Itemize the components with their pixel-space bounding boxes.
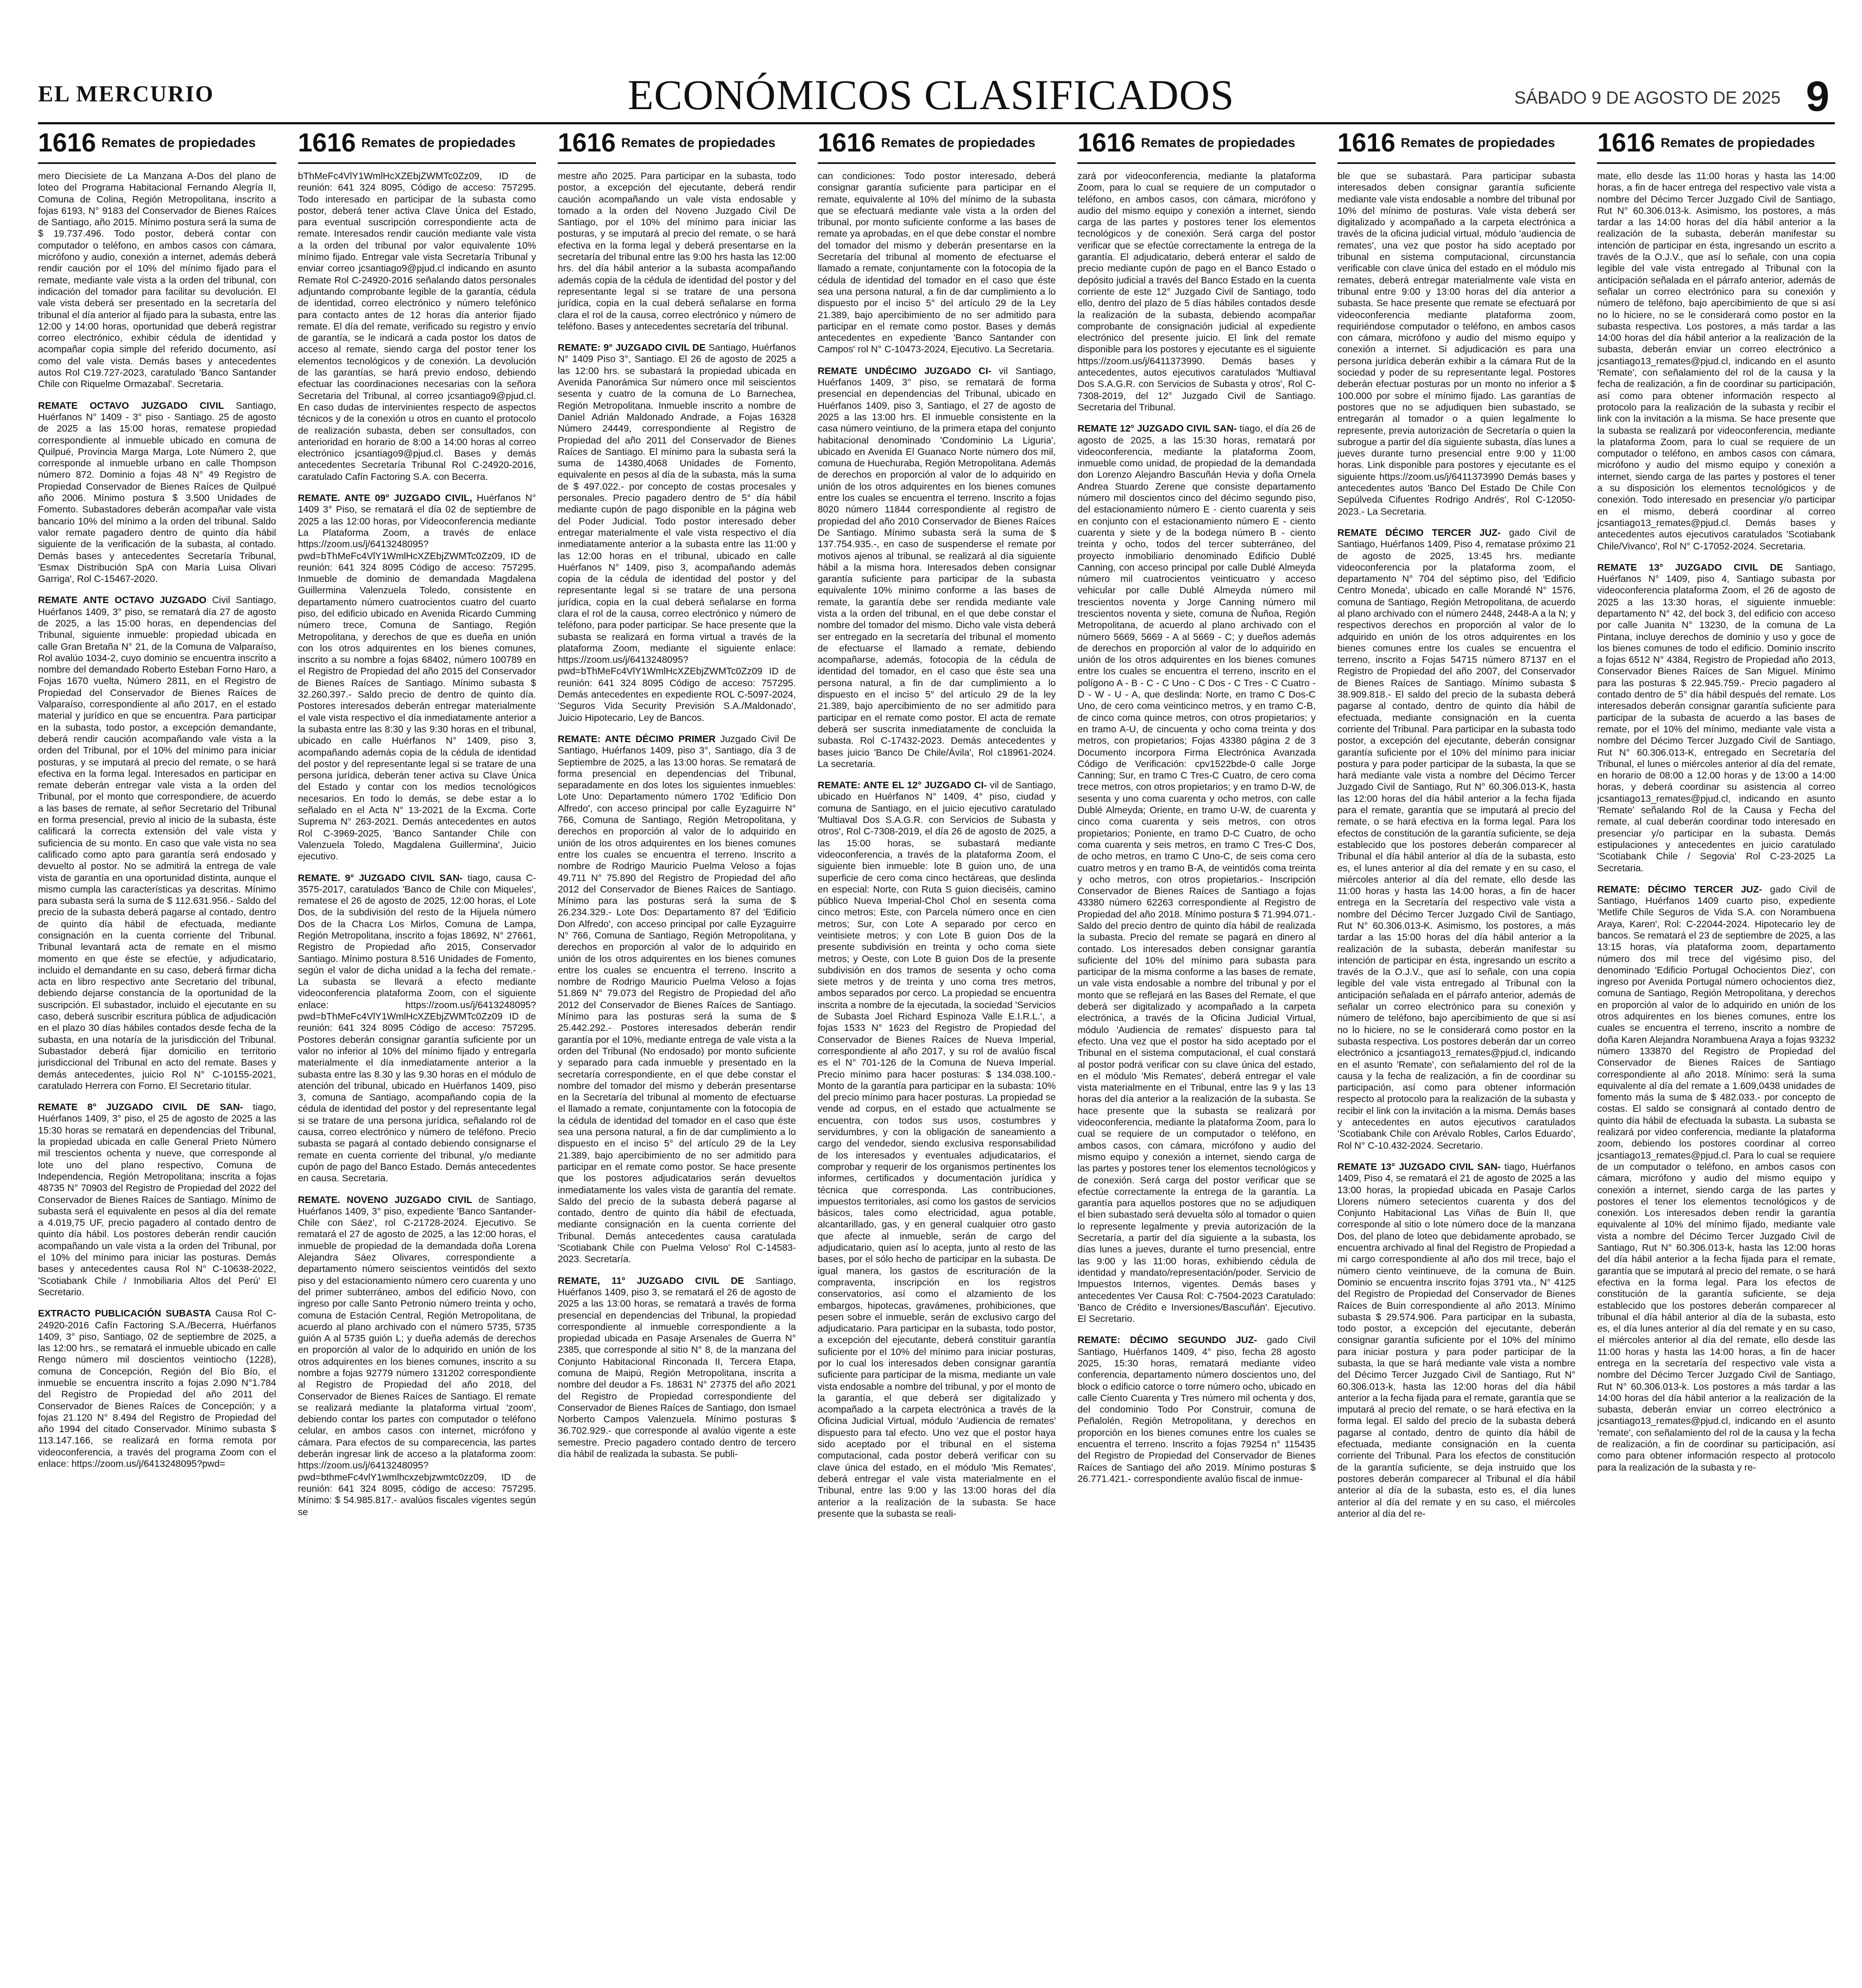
notice-text: can condiciones: Todo postor interesado, deberá consignar garantía suficiente para participar en el remate, equivalente al 10% del mínimo de la subasta que se efectuará mediante vale vista a la orden del tribunal, por monto suficiente conforme a las bases de remate ya aprobadas, en el que debe constar el nombre del tomador del mismo y deberán presentarse en la Secretaría del tribunal al momento de efectuarse el llamado a remate, conjuntamente con la fotocopia de la cédula de identidad del tomador en el caso que éste sea una persona natural, a fin de dar cumplimiento a lo dispuesto por el inciso 5° del artículo 29 de la Ley 21.389, bajo apercibimiento de no ser admitido para participar en el remate como postor. Bases y demás antecedentes en expediente 'Banco Santander con Campos' rol N° C-10473-2024, Ejecutivo. La Secretaria. (817, 170, 1056, 355)
notice-text: Juzgado Civil De Santiago, Huérfanos 1409, piso 3°, Santiago, día 3 de Septiembre de 2025, a las 13:00 horas. Se rematará de forma presencial en dependencias del Tribunal, separadamente en dos lotes los siguientes inmuebles: Lote Uno: Departamento número 1702 'Edificio Don Alfredo', con acceso principal por calle Eyzaguirre N° 766, Comuna de Santiago, Región Metropolitana, y derechos en proporción al valor de lo adquirido en unión de los otros adquirentes en los bienes comunes entre los cuales se encuentra el terreno. Inscrito a nombre de Rodrigo Mauricio Puelma Veloso a fojas 49.711 N° 75.890 del Registro de Propiedad del año 2012 del Conservador de Bienes Raíces de Santiago. Mínimo para las posturas será la suma de $ 26.234.329.- Lote Dos: Departamento 87 del 'Edificio Don Alfredo', con acceso principal por calle Eyzaguirre N° 766, Comuna de Santiago, Región Metropolitana, y derechos en proporción al valor de lo adquirido en unión de los otros adquirentes en los bienes comunes entre los cuales se encuentra el terreno. Inscrito a nombre de Rodrigo Mauricio Puelma Veloso a fojas 51.869 N° 79.073 del Registro de Propiedad del año 2012 del Conservador de Bienes Raíces de Santiago. Mínimo para las posturas será la suma de $ 25.442.292.- Postores interesados deberán rendir garantía por el 10%, mediante entrega de vale vista a la orden del Tribunal (No endosado) por monto suficiente y separado para cada inmueble y presentado en la secretaría correspondiente, en el que debe constar el nombre del tomador del mismo y deberán presentarse en la Secretaría del tribunal al momento de efectuarse el llamado a remate, conjuntamente con la fotocopia de la cédula de identidad del tomador en el caso que éste sea una persona natural, a fin de dar cumplimiento a lo dispuesto en el inciso 5° del artículo 29 de la Ley 21.389, bajo apercibimiento de no ser admitido para participar en el remate como postor. Se hace presente que los postores adjudicatarios serán devueltos inmediatamente los vales vista de garantía del remate. Saldo del precio de la subasta deberá pagarse al contado, dentro de quinto día hábil de efectuada, mediante consignación en la cuenta corriente del Tribunal. Demás antecedentes causa caratulada 'Scotiabank Chile con Puelma Veloso' Rol C-14583-2023. Secretaría. (558, 733, 796, 1265)
notice-text: zará por videoconferencia, mediante la plataforma Zoom, para lo cual se requiere de un computador o teléfono, en ambos casos, con cámara, micrófono y audio del mismo equipo y conexión a internet, siendo carga de las partes y postores tener los elementos tecnológicos y de conexión. Será carga del postor verificar que se efectúe correctamente la entrega de la garantía. El adjudicatario, deberá enterar el saldo de precio mediante cupón de pago en el Banco Estado o depósito judicial a través del Banco Estado en la cuenta corriente de este 12° Juzgado Civil de Santiago, todo ello, dentro del plazo de 5 días hábiles contados desde la realización de la subasta, debiendo acompañar comprobante de consignación judicial al expediente electrónico del presente juicio. El link del remate disponible para los postores y ejecutante es el siguiente https://zoom.us/j/6411373990. Demás bases y antecedentes, autos ejecutivos caratulados 'Multiaval Dos S.A.G.R. con Servicios de Subasta y otros', Rol C-7308-2019, del 12° Juzgado Civil de Santiago. Secretaria del Tribunal. (1077, 170, 1316, 413)
newspaper-logo: EL MERCURIO (38, 82, 214, 107)
column-7 (1597, 128, 1835, 1974)
column-body (1597, 170, 1835, 1473)
notice-text: Santiago, Huérfanos N° 1409 Piso 3°, Santiago. El 26 de agosto de 2025 a las 12:00 hrs. se subastará la propiedad ubicada en Avenida Panorámica Sur número once mil seiscientos sesenta y cuatro de la comuna de Lo Barnechea, Región Metropolitana. Inmueble inscrito a nombre de Daniel Adrián Maldonado Andrade, a Fojas 16328 Número 24449, correspondiente al Registro de Propiedad del año 2011 del Conservador de Bienes Raíces de Santiago. El mínimo para la subasta será la suma de 14380,4068 Unidades de Fomento, equivalente en pesos al día de la subasta, más la suma de $ 497.022.- por concepto de costas procesales y personales. Precio pagadero dentro de 5° día hábil mediante cupón de pago disponible en la página web del Poder Judicial. Todo postor interesado deber entregar materialmente el vale vista respectivo el día inmediatamente anterior a la subasta entre las 11:00 y las 12:00 horas en el tribunal, ubicado en calle Huérfanos N° 1409, piso 3, acompañando además copia de la cédula de identidad del postor y del representante legal si se tratare de una persona jurídica, copia en la cual deberá señalarse en forma clara el rol de la causa, correo electrónico y número de teléfono, para poder participar. Se hace presente que la subasta se realizará en forma virtual a través de la plataforma Zoom, mediante el siguiente enlace: https://zoom.us/j/6413248095?pwd=bThMeFc4VlY1WmlHcXZEbjZWMTc0Zz09 ID de reunión: 641 324 8095 Código de acceso: 757295. Demás antecedentes en expediente ROL C-5097-2024, 'Seguros Vida Security Previsión S.A./Maldonado', Juicio Hipotecario, Ley de Bancos. (558, 342, 796, 723)
notice-heading: REMATE 13° JUZGADO CIVIL DE (1597, 561, 1795, 573)
column-header (558, 128, 796, 164)
notice-text: tiago, Huérfanos 1409, 3° piso, el 25 de agosto de 2025 a las 15:30 horas se rematará en dependencias del Tribunal, la propiedad ubicada en calle General Prieto Número mil trescientos ochenta y nueve, que corresponde al lote uno del plano respectivo, Comuna de Independencia, Región Metropolitana; inscrita a fojas 48735 N° 70903 del Registro de Propiedad del 2022 del Conservador de Bienes Raíces de Santiago. Mínimo de subasta será el equivalente en pesos al día del remate a 4.019,75 UF, precio pagadero al contado dentro de quinto día hábil. Los postores deberán rendir caución acompañando un vale vista a la orden del Tribunal, por el 10% del mínimo para iniciar las posturas. Demás bases y antecedentes causa Rol N° C-10638-2022, 'Scotiabank Chile / Inmobiliaria Altos del Perú' El Secretario. (38, 1101, 276, 1297)
column-body (1077, 170, 1316, 1485)
category-code: 1616 (1337, 129, 1396, 157)
notice (298, 1194, 536, 1518)
column-3 (558, 128, 796, 1974)
notice-heading: REMATE. NOVENO JUZGADO CIVIL (298, 1194, 479, 1205)
notice (558, 342, 796, 724)
column-body (38, 170, 276, 1470)
notice-text: Huérfanos N° 1409 3° Piso, se rematará el día 02 de septiembre de 2025 a las 12:00 horas, por Videoconferencia mediante La Plataforma Zoom, a través de enlace https://zoom.us/j/6413248095?pwd=bThMeFc4VlY1WmlHcXZEbjZWMTc0Zz09, ID de reunión: 641 324 8095 Código de acceso: 757295. Inmueble de dominio de demandada Magdalena Guillermina Valenzuela Toledo, consistente en departamento número cuatrocientos cuatro del cuarto piso, del edificio ubicado en Avenida Ricardo Cumming número trece, Comuna de Santiago, Región Metropolitana, y derechos de que es dueña en unión con los otros adquirentes en los bienes comunes, inscrito a su nombre a fojas 68402, número 100789 en el Registro de Propiedad del año 2015 del Conservador de Bienes Raíces de Santiago. Mínimo subasta $ 32.260.397.- Saldo precio de dentro de quinto día. Postores interesados deberán entregar materialmente el vale vista respectivo el día inmediatamente anterior a la subasta entre las 8:30 y las 9:30 horas en el tribunal, ubicado en calle Huérfanos N° 1409, piso 3, acompañando además copia de la cédula de identidad del postor y del representante legal si se tratare de una persona jurídica, deberán tener activa su Clave Única del Estado y contar con los medios tecnológicos necesarios. En todo lo demás, se debe estar a lo señalado en el Acta N° 13-2021 de la Excma. Corte Suprema N° 263-2021. Demás antecedentes en autos Rol C-3969-2025, 'Banco Santander Chile con Valenzuela Toledo, Magdalena Guillermina', Juicio ejecutivo. (298, 492, 536, 862)
notice-text: Civil Santiago, Huérfanos 1409, 3° piso, se rematará día 27 de agosto de 2025, a las 15:00 horas, en dependencias del Tribunal, siguiente inmueble: propiedad ubicada en calle Gran Bretaña N° 21, de la Comuna de Valparaíso, Rol avalúo 1034-2, cuyo dominio se encuentra inscrito a nombre del demandado Roberto Esteban Forno Haro, a Fojas 1670 vuelta, Número 2811, en el Registro de Propiedad del Conservador de Bienes Raíces de Valparaíso, correspondiente al año 2017, en el estado material y jurídico en que se encuentra. Para participar en la subasta, todo postor, a excepción demandante, deberá rendir caución acompañando vale vista a la orden del Tribunal, por el 10% del mínimo para iniciar posturas, y se imputará al precio del remate, o se hará efectiva en la forma legal. Interesados en participar en remate deberán entregar vale vista a la orden del Tribunal, por el monto que correspondiere, de acuerdo a las bases de remate, al señor Secretario del Tribunal en forma presencial, previo al inicio de la subasta, éste calificará la correcta extensión del vale vista y suficiencia de su monto. En caso que vale vista no sea calificado como apto para garantía será endosado y devuelto al postor. No se admitirá la entrega de vale vista de garantía en una oportunidad distinta, aunque el mismo cumpla las características ya descritas. Mínimo para subasta será la suma de $ 112.631.956.- Saldo del precio de la subasta deberá pagarse al contado, dentro de quinto día hábil de efectuada, mediante consignación en la cuenta corriente del Tribunal. Tribunal levantará acta de remate en el mismo momento en que éste se efectúe, y adjudicatario, incluido el demandante en su caso, deberá firmar dicha acta en libro respectivo ante Secretario del tribunal, debiendo dejarse constancia de la oportunidad de la suscripción. El subastador, incluido el ejecutante en su caso, deberá suscribir escritura pública de adjudicación en el plazo 30 días hábiles contados desde fecha de la subasta, en una notaría de la jurisdicción del Tribunal. Subastador deberá fijar domicilio en territorio jurisdiccional del Tribunal en acto del remate. Bases y demás antecedentes, juicio Rol N° C-10155-2021, caratulado Herrera con Forno. El Secretario titular. (38, 594, 276, 1091)
column-header (38, 128, 276, 164)
column-body (298, 170, 536, 1518)
notice-text: bThMeFc4VlY1WmlHcXZEbjZWMTc0Zz09, ID de reunión: 641 324 8095, Código de acceso: 757295. Todo interesado en participar de la subasta como postor, deberá tener activa Clave Única del Estado, para eventual suscripción correspondiente acta de remate. Interesados rendir caución mediante vale vista a la orden del tribunal por valor equivalente 10% mínimo fijado. Entregar vale vista Secretaría Tribunal y enviar correo jcsantiago9@pjud.cl indicando en asunto Remate Rol C-24920-2016 señalando datos personales adjuntando comprobante legible de la garantía, cédula de identidad, correo electrónico y número telefónico para contacto antes de 12 horas día anterior fijado remate. El día del remate, verificado su registro y envío de garantía, se le indicará a cada postor los datos de acceso al remate, siendo carga del postor tener los elementos tecnológicos y de conexión. La devolución de las garantías, se hará previo endoso, debiendo efectuar las coordinaciones necesarias con la señora Secretaria del Tribunal, al correo jcsantiago9@pjud.cl. En caso dudas de intervinientes respecto de aspectos técnicos y de la conexión u otros en cuanto el protocolo de realización subasta, deben ser consultados, con anterioridad en horario de 8:00 a 14:00 horas al correo electrónico jcsantiago9@pjud.cl. Bases y demás antecedentes Secretaría Tribunal Rol C-24920-2016, caratulado Cafín Factoring S.A. con Becerra. (298, 170, 536, 482)
notice-text: mestre año 2025. Para participar en la subasta, todo postor, a excepción del ejecutante, deberá rendir caución acompañando un vale vista endosable y tomado a la orden del Noveno Juzgado Civil De Santiago, por el 10% del mínimo para iniciar las posturas, y se imputará al precio del remate, o se hará efectiva en la forma legal y deberá presentarse en la secretaría del tribunal entre las 9:00 hrs hasta las 12:00 hrs. del día hábil anterior a la subasta acompañando además copia de la cédula de identidad del postor y del representante legal si se tratare de una persona jurídica, copia en la cual deberá señalarse en forma clara el rol de la causa, correo electrónico y número de teléfono. Bases y antecedentes secretaría del tribunal. (558, 170, 796, 332)
notice (1597, 884, 1835, 1473)
category-code: 1616 (298, 129, 356, 157)
category-label: Remates de propiedades (1661, 136, 1815, 150)
column-header (298, 128, 536, 164)
notice-text: Santiago, Huérfanos 1409, piso 3, se rematará el 26 de agosto de 2025 a las 13:00 horas, se rematará a través de forma presencial en dependencias del Tribunal, la propiedad correspondiente al inmueble correspondiente a la propiedad ubicada en Pasaje Arsenales de Guerra N° 2385, que corresponde al sitio N° 8, de la manzana del Conjunto Habitacional Rinconada II, Tercera Etapa, comuna de Maipú, Región Metropolitana, inscrita a nombre del deudor a Fs. 18631 N° 27375 del año 2021 del Registro de Propiedad correspondiente del Conservador de Bienes Raíces de Santiago, don Ismael Norberto Campos Valenzuela. Mínimo posturas $ 36.702.929.- que corresponde al avalúo vigente a este semestre. Precio pagadero contado dentro de tercero día hábil de realizada la subasta. Se publi- (558, 1275, 796, 1460)
column-header (1597, 128, 1835, 164)
notice (38, 1308, 276, 1470)
notice (558, 733, 796, 1265)
notice-heading: REMATE 8° JUZGADO CIVIL DE SAN- (38, 1101, 253, 1113)
notice-heading: REMATE DÉCIMO TERCER JUZ- (1337, 527, 1509, 538)
notice-heading: REMATE UNDÉCIMO JUZGADO CI- (817, 365, 999, 376)
category-label: Remates de propiedades (1141, 136, 1296, 150)
notice-text: vil Santiago, Huérfanos 1409, 3° piso, se rematará de forma presencial en dependencias del Tribunal, ubicado en Huérfanos 1409, piso 3, Santiago, el 27 de agosto de 2025 a las 13:00 hrs. El inmueble consistente en la casa número veintiuno, de la primera etapa del conjunto habitacional denominado 'Condominio La Liguria', ubicado en Avenida El Guanaco Norte número dos mil, comuna de Huechuraba, Región Metropolitana. Además de derechos en proporción al valor de lo adquirido en unión de los otros adquirentes en los bienes comunes entre los cuales se encuentra el terreno. Inscrito a fojas 8020 número 11844 correspondiente al registro de propiedad del año 2010 Conservador de Bienes Raíces De Santiago. Mínimo subasta será la suma de $ 137.754.935.-, en caso de suspenderse el remate por motivos ajenos al tribunal, se realizará al día siguiente hábil a la misma hora. Interesados deben consignar garantía suficiente para participar de la subasta equivalente 10% mínimo conforme a las bases de remate, la garantía debe ser rendida mediante vale vista a la orden del tribunal, en el que debe constar el nombre del tomador del mismo. Dicho vale vista deberá ser entregado en la secretaría del tribunal el momento de efectuarse el llamado a remate, debiendo acompañarse, además, fotocopia de la cédula de identidad del tomador, en el caso que éste sea una persona natural, a fin de dar cumplimiento a lo dispuesto en el inciso 5° del artículo 29 de la ley 21.389, bajo apercibimiento de no ser admitido para participar en el remate como postor. El acta de remate deberá ser suscrita inmediatamente de concluida la subasta. Rol C-17432-2023. Demás antecedentes y bases juicio 'Banco De Chile/Ávila', Rol c18961-2024. La secretaria. (817, 365, 1056, 769)
notice-text: mate, ello desde las 11:00 horas y hasta las 14:00 horas, a fin de hacer entrega del respectivo vale vista a nombre del Décimo Tercer Juzgado Civil de Santiago, Rut N° 60.306.013-k. Asimismo, los postores, a más tardar a las 14:00 horas del día hábil anterior a la realización de la subasta, deberán manifestar su intención de participar en ésta, ingresando un escrito a través de la O.J.V., que así lo señale, con una copia legible del vale vista entregado al Tribunal con la anticipación señalada en el párrafo anterior, además de señalar un correo electrónico para su conexión y número de teléfono, bajo apercibimiento de que si así no lo hiciere, no se le considerará como postor en la subasta respectiva. Los postores, a más tardar a las 14:00 horas del día hábil anterior a la realización de la subasta, deberán enviar un correo electrónico a jcsantiago13_remates@pjud.cl, indicando en el asunto 'Remate', con señalamiento del rol de la causa y la fecha de realización, a fin de coordinar su participación, así como para obtener información respecto al protocolo para la realización de la subasta y recibir el link con la invitación a la misma. Se hace presente que la subasta se realizará por videoconferencia, mediante la plataforma Zoom, para lo cual se requiere de un computador o teléfono, en ambos casos con cámara, micrófono y audio del mismo equipo y conexión a internet, siendo carga de las partes y postores el tener a su disposición los elementos tecnológicos y de conexión. Todo interesado en presenciar y/o participar en el mismo, deberá coordinar al correo jcsantiago13_remates@pjud.cl. Demás bases y antecedentes autos ejecutivos caratulados 'Scotiabank Chile/Vivanco', Rol N° C-17052-2024. Secretaria. (1597, 170, 1836, 552)
notice-text: gado Civil de Santiago, Huérfanos 1409 cuarto piso, expediente 'Metlife Chile Seguros de Vida S.A. con Norambuena Araya, Karen', Rol: C-22044-2024. Hipotecario ley de bancos. Se rematará el 23 de septiembre de 2025, a las 13:15 horas, vía plataforma zoom, departamento número dos mil trece del vigésimo piso, del denominado 'Edificio Portugal Ochocientos Diez', con ingreso por Avenida Portugal número ochocientos diez, comuna de Santiago, Región Metropolitana, y derechos en proporción al valor de lo adquirido en unión de los otros adquirentes en los bienes comunes, entre los cuales se encuentra el terreno, inscrito a nombre de doña Karen Alejandra Norambuena Araya a fojas 93232 número 133870 del Registro de Propiedad del Conservador de Bienes Raíces de Santiago correspondiente al año 2018. Mínimo: será la suma equivalente al día del remate a 1.609,0438 unidades de fomento más la suma de $ 482.033.- por concepto de costas. El saldo se consignará al contado dentro de quinto día hábil de efectuada la subasta. La subasta se realizará por video conferencia, mediante la plataforma zoom, debiendo los postores coordinar al correo jcsantiago13_remates@pjud.cl. Para lo cual se requiere de un computador o teléfono, en ambos casos con cámara, micrófono y audio del mismo equipo y conexión a internet, siendo carga de las partes y postores el tener los elementos tecnológicos y de conexión. Los interesados deben rendir la garantía equivalente al 10% del mínimo fijado, mediante vale vista a nombre del Décimo Tercer Juzgado Civil de Santiago, Rut N° 60.306.013-k, hasta las 12:00 horas del día hábil anterior a la fecha fijada para el remate, garantía que se imputará al precio del remate, o se hará efectiva en la forma legal. Para los efectos de constitución de la garantía suficiente, se deja establecido que los postores deberán comparecer al tribunal el día hábil anterior al día de la subasta, esto es, el día lunes anterior al día del remate y en su caso, el miércoles anterior al día del remate, ello desde las 11:00 horas y hasta las 14:00 horas, a fin de hacer entrega en la secretaría del respectivo vale vista a nombre del Décimo Tercer Juzgado Civil de Santiago, Rut N° 60.306.013-k. Los postores a más tardar a las 14:00 horas del día hábil anterior a la realización de la subasta, deberán enviar un correo electrónico a jcsantiago13_remates@pjud.cl, indicando en el asunto 'remate', con señalamiento del rol de la causa y la fecha de realización, a fin de coordinar su participación, así como para obtener información respecto al protocolo para la realización de la subasta y re- (1597, 883, 1836, 1473)
notice-heading: REMATE: 9° JUZGADO CIVIL DE (558, 342, 709, 353)
category-code: 1616 (817, 129, 876, 157)
column-4 (818, 128, 1056, 1974)
notice (1077, 1334, 1316, 1485)
category-code: 1616 (558, 129, 616, 157)
notice (558, 1275, 796, 1460)
section-title: ECONÓMICOS CLASIFICADOS (627, 71, 1235, 118)
column-1 (38, 128, 276, 1974)
notice-heading: REMATE 13° JUZGADO CIVIL SAN- (1337, 1161, 1505, 1172)
notice-text: tiago, causa C-3575-2017, caratulados 'Banco de Chile con Miqueles', rematese el 26 de agosto de 2025, 12:00 horas, el Lote Dos, de la subdivisión del resto de la Hijuela número Dos de la Chacra Los Mirlos, Comuna de Lampa, Región Metropolitana, inscrito a fojas 18692, N° 27661, Registro de Propiedad año 2015, Conservador Santiago. Mínimo postura 8.516 Unidades de Fomento, según el valor de dicha unidad a la fecha del remate.- La subasta se llevará a efecto mediante videoconferencia plataforma Zoom, con el siguiente enlace: https://zoom.us/j/6413248095?pwd=bThMeFc4VlY1WmlHcXZEbjZWMTc0Zz09 ID de reunión: 641 324 8095 Código de acceso: 757295. Postores deberán consignar garantía suficiente por un valor no inferior al 10% del mínimo fijado y entregarla materialmente el día inmediatamente anterior a la subasta entre las 8.30 y las 9.30 horas en el módulo de atención del tribunal, ubicado en Huérfanos 1409, piso 3, comuna de Santiago, acompañando copia de la cédula de identidad del postor y del representante legal si se tratare de una persona jurídica, señalando rol de causa, correo electrónico y número de teléfono. Precio subasta se pagará al contado debiendo consignarse el remate en cuenta corriente del tribunal, y/o mediante cupón de pago del Banco Estado. Demás antecedentes en causa. Secretaria. (298, 872, 536, 1184)
column-header (818, 128, 1056, 164)
notice-text: mero Diecisiete de La Manzana A-Dos del plano de loteo del Programa Habitacional Fernando Alegría II, Comuna de Colina, Región Metropolitana, inscrito a fojas 6193, N° 9183 del Conservador de Bienes Raíces de Santiago, año 2015. Mínimo postura será la suma de $ 19.737.496. Todo postor, deberá contar con computador o teléfono, en ambos casos con cámara, micrófono y audio, conexión a internet, además deberá rendir caución por el 10% del mínimo fijado para el remate, mediante vale vista a la orden del tribunal, con indicación del tomador para facilitar su devolución. El vale vista deberá ser presentado en la secretaría del tribunal el día anterior al fijado para la subasta, entre las 12:00 y 14:00 horas, oportunidad que deberá registrar correo electrónico, exhibir cédula de identidad y acompañar copia simple del referido documento, así como del vale vista. Demás bases y antecedentes autos Rol C19.727-2023, caratulado 'Banco Santander Chile con Riquelme Ormazabal'. Secretaria. (38, 170, 276, 390)
notice-heading: REMATE, 11° JUZGADO CIVIL DE (558, 1275, 756, 1286)
notice-text: tiago, Huérfanos 1409, Piso 4, se rematará el 21 de agosto de 2025 a las 13:00 horas, la propiedad ubicada en Pasaje Carlos Llorens número setecientos cuarenta y dos del Conjunto Habitacional Las Viñas de Buin II, que corresponde al sitio o lote número doce de la manzana Dos, del plano de loteo que debidamente aprobado, se encuentra archivado al final del Registro de Propiedad a mi cargo correspondiente al año dos mil trece, bajo el número ciento veintinueve, de la comuna de Buin. Dominio se encuentra inscrito fojas 3791 vta., N° 4125 del Registro de Propiedad del Conservador de Bienes Raíces de Buin correspondiente al año 2013. Mínimo subasta $ 29.574.906. Para participar en la subasta, todo postor, a excepción del ejecutante, deberán consignar garantía suficiente por el 10% del mínimo para iniciar postura y para poder participar de la subasta, la que se hará mediante vale vista a nombre del Décimo Tercer Juzgado Civil de Santiago, Rut N° 60.306.013-k, hasta las 12:00 horas del día hábil anterior a la fecha fijada para el remate, garantía que se imputará al precio del remate, o se hará efectiva en la forma legal. El saldo del precio de la subasta deberá pagarse al contado, dentro de quinto día hábil de efectuada, mediante consignación en la cuenta corriente del Tribunal. Para los efectos de constitución de la garantía suficiente, se deja instruido que los postores deberán comparecer al Tribunal el día hábil anterior al día de la subasta, esto es, el día lunes anterior al día del remate y en su caso, el miércoles anterior al día del re- (1337, 1161, 1576, 1519)
notice-text: Causa Rol C-24920-2016 Cafín Factoring S.A./Becerra, Huérfanos 1409, 3° piso, Santiago, 02 de septiembre de 2025, a las 12:00 hrs., se rematará el inmueble ubicado en calle Rengo número mil doscientos veintiocho (1228), comuna de Concepción, Región del Bío Bío, el inmueble se encuentra inscrito a fojas 2.090 N°1.784 del Registro de Propiedad del año 2011 del Conservador de Bienes Raíces de Concepción; y a fojas 21.120 N° 8.494 del Registro de Propiedad del año 1994 del citado Conservador. Mínimo subasta $ 113.147.166, se realizará en forma remota por videoconferencia, a través del programa Zoom con el enlace: https://zoom.us/j/6413248095?pwd= (38, 1308, 276, 1470)
issue-date: SÁBADO 9 DE AGOSTO DE 2025 (1514, 88, 1781, 107)
category-label: Remates de propiedades (881, 136, 1036, 150)
column-header (1077, 128, 1316, 164)
notice (1337, 1161, 1576, 1520)
notice-heading: REMATE OCTAVO JUZGADO CIVIL (38, 400, 236, 411)
notice-heading: REMATE: ANTE DÉCIMO PRIMER (558, 733, 721, 744)
column-body (818, 170, 1056, 1520)
masthead (0, 0, 1862, 125)
notice-heading: REMATE ANTE OCTAVO JUZGADO (38, 594, 212, 606)
category-code: 1616 (1077, 129, 1136, 157)
notice (38, 400, 276, 585)
column-body (558, 170, 796, 1460)
category-code: 1616 (1597, 129, 1656, 157)
notice (1337, 527, 1576, 1151)
category-label: Remates de propiedades (621, 136, 776, 150)
notice-heading: REMATE: ANTE EL 12° JUZGADO CI- (817, 780, 990, 791)
notice (818, 365, 1056, 770)
notice (1077, 423, 1316, 1325)
notice (818, 780, 1056, 1520)
category-label: Remates de propiedades (1400, 136, 1555, 150)
classified-columns (38, 128, 1835, 1974)
notice (38, 170, 276, 390)
category-label: Remates de propiedades (101, 136, 256, 150)
notice-text: ble que se subastará. Para participar subasta interesados deben consignar garantía suficiente mediante vale vista endosable a nombre del tribunal por 10% del mínimo de posturas. Vale vista deberá ser digitalizado y acompañado a la carpeta electrónica a través de la oficina judicial virtual, módulo 'audiencia de remates', una vez que postor ha sido aceptado por tribunal en sistema computacional, circunstancia verificable con clave única del estado en el módulo mis remates, deberá entregar materialmente vale vista en tribunal entre 9:00 y 13:00 horas del día anterior a subasta. Se hace presente que remate se efectuará por videoconferencia mediante plataforma zoom, requiriéndose computador o teléfono, en ambos casos con cámara, micrófono y audio del mismo equipo y conexión a internet. Si adjudicación es para una persona jurídica deberán exhibir a la cámara Rut de la sociedad y poder de su representante legal. Postores deberán efectuar posturas por un monto no inferior a $ 100.000 por sobre el mínimo fijado. Las garantías de postores que no se adjudiquen bien subastado, se entregarán al tomador o a quien legalmente lo represente, previa autorización de Secretaría o quien la subrogue a partir del día siguiente subasta, días lunes a jueves durante turno presencial entre 9:00 y 11:00 horas. Link disponible para postores y ejecutante es el siguiente https://zoom.us/j/6411373990 Demás bases y antecedentes autos 'Banco Del Estado De Chile Con Sepúlveda Cifuentes Rodrigo Andrés', Rol C-12050-2023.- La Secretaria. (1337, 170, 1576, 517)
notice (298, 492, 536, 863)
notice-text: tiago, el día 26 de agosto de 2025, a las 15:30 horas, rematará por videoconferencia, mediante la plataforma Zoom, inmueble como unidad, de propiedad de la demandada don Lorenzo Alejandro Bascuñán Hevia y doña Ornela Andrea Stuardo Zerene que consiste departamento número mil doscientos cinco del décimo segundo piso, del estacionamiento número E - ciento cuarenta y seis en conjunto con el estacionamiento número E - ciento cuarenta y siete y de la bodega número B - ciento treinta y ocho, todos del tercer subterráneo, del proyecto inmobiliario denominado Edificio Dublé Canning, con acceso principal por calle Dublé Almeyda número mil cuatrocientos veinticuatro y acceso vehicular por calle Dublé Almeyda número mil trescientos noventa y Jorge Canning número mil trescientos noventa y siete, comuna de Ñuñoa, Región Metropolitana, de acuerdo al plano archivado con el número 5669, 5669 - A al 5669 - C; y dueños además de derechos en proporción al valor de lo adquirido en unión de los otros adquirentes en los bienes comunes entre los cuales se encuentra el terreno, inscrito en el polígono A - B - C - C Uno - C Dos - C Tres - C Cuatro - D - W - U - A, que deslinda: Norte, en tramo C Dos-C Uno, de cero coma veinticinco metros, y en tramo C-B, de cinco coma quince metros, con otros propietarios; y en tramo A-U, de cincuenta y ocho coma treinta y dos metros, con propietarios; Fojas 43380 página 2 de 3 Documento incorpora Firma Electrónica Avanzada Código de Verificación: cpv1522bde-0 calle Jorge Canning; Sur, en tramo C Tres-C Cuatro, de cero coma trece metros, con otros propietarios; y en tramo D-W, de sesenta y uno coma cuarenta y ocho metros, con calle Dublé Almeyda; Oriente, en tramo U-W, de cuarenta y cinco coma cuarenta y seis metros, con otros propietarios; Poniente, en tramo D-C Cuatro, de ocho coma cuarenta y seis metros, en tramo C Tres-C Dos, de ocho metros, en tramo C Uno-C, de seis coma cero cuatro metros y en tramo B-A, de veintidós coma treinta y ocho metros, con otros propietarios.- Inscripción Conservador de Bienes Raíces de Santiago a fojas 43380 número 62263 correspondiente al Registro de Propiedad del año 2018. Mínimo postura $ 71.994.071.- Saldo del precio dentro de quinto día hábil de realizada la subasta. Precio del remate se pagará en dinero al contado. Los interesados deben consignar garantía suficiente del 10% del mínimo para subasta para participar de la misma conforme a las bases de remate, un vale vista endosable a nombre del tribunal y por el monto que se reflejará en las Bases del Remate, el que deberá ser digitalizado y acompañado a la carpeta electrónica, a través de la Oficina Judicial Virtual, módulo 'Audiencia de remates' dispuesto para tal efecto. Una vez que el postor ha sido aceptado por el Tribunal en el sistema computacional, el cual constará al postor podrá verificar con su clave única del estado, en el módulo 'Mis Remates', deberá entregar el vale vista materialmente en el Tribunal, entre las 9 y las 13 horas del día anterior a la realización de la subasta. Se hace presente que la subasta se realizará por videoconferencia, mediante la plataforma Zoom, para lo cual se requiere de un computador o teléfono, en ambos casos, con cámara, micrófono y audio del mismo equipo y conexión a internet, siendo carga de las partes y postores tener los elementos tecnológicos y de conexión. Será carga del postor verificar que se efectúe correctamente la entrega de la garantía. La garantía para aquellos postores que no se adjudiquen el bien subastado será devuelta sólo al tomador o quien lo represente legalmente y previa autorización de la Secretaría, a partir del día siguiente a la subasta, los días lunes a jueves, durante el turno presencial, entre las 9:00 y las 11:00 horas, exhibiendo cédula de identidad y mandato/representación/poder. Servicio de Impuestos Internos, vigentes. Demás bases y antecedentes Ver Causa Rol: C-7504-2023 Caratulado: 'Banco de Crédito e Inversiones/Bascuñán'. Ejecutivo. El Secretario. (1077, 423, 1316, 1325)
notice-text: Santiago, Huérfanos N° 1409, piso 4, Santiago subasta por videoconferencia plataforma Zoom, el 26 de agosto de 2025 a las 13:30 horas, el siguiente inmueble: departamento N° 42, del bock 3, del edificio con acceso por calle Juanita N° 13230, de la comuna de La Pintana, incluye derechos de dominio y uso y goce de los bienes comunes de todo el edificio. Dominio inscrito a fojas 6512 N° 4384, Registro de Propiedad año 2013, Conservador Bienes Raíces de San Miguel. Mínimo para las posturas $ 22.945.759.- Precio pagadero al contado dentro de 5° día hábil después del remate. Los interesados deberán consignar garantía suficiente para participar de la subasta de acuerdo a las bases de remate, por el 10% del mínimo, mediante vale vista a nombre del Décimo Tercer Juzgado Civil de Santiago, Rut N° 60.306.013-K, entregado en Secretaría del Tribunal, el lunes o miércoles anterior al día del remate, en horario de 08:00 a 12.00 horas y de 13:00 a 14:00 horas, y deberá coordinar su asistencia al correo jcsantiago13_remates@pjud.cl, indicando en asunto 'Remate' señalando Rol de la Causa y Fecha del remate, al cual deberán coordinar todo interesado en presenciar y/o participar en la subasta. Demás estipulaciones y antecedentes en juicio caratulado 'Scotiabank Chile / Segovia' Rol C-23-2025 La Secretaria. (1597, 561, 1836, 873)
notice (38, 594, 276, 1092)
notice-text: Santiago, Huérfanos N° 1409 - 3° piso - Santiago. 25 de agosto de 2025 a las 15:00 horas, rematese propiedad correspondiente al inmueble ubicado en comuna de Quilpué, Provincia Marga Marga, Lote Número 2, que corresponde al inmueble urbano en calle Thompson número 872. Dominio a fojas 48 N° 49 Registro de Propiedad Conservador de Bienes Raíces de Quilpué año 2006. Mínimo postura $ 3.500 Unidades de Fomento. Subastadores deberán acompañar vale vista bancario 10% del mínimo a la orden del tribunal. Saldo valor remate pagadero dentro de quinto día hábil siguiente de la verificación de la subasta, al contado. Demás bases y antecedentes Secretaría Tribunal, 'Esmax Distribución SpA con María Luisa Olivari Garriga', Rol C-15467-2020. (38, 400, 276, 585)
notice (1077, 170, 1316, 413)
category-code: 1616 (38, 129, 96, 157)
notice-heading: REMATE. 9° JUZGADO CIVIL SAN- (298, 872, 468, 883)
notice-heading: REMATE: DÉCIMO SEGUNDO JUZ- (1077, 1334, 1267, 1346)
notice (558, 170, 796, 332)
notice (298, 170, 536, 483)
column-2 (298, 128, 536, 1974)
notice-heading: EXTRACTO PUBLICACIÓN SUBASTA (38, 1308, 216, 1319)
column-body (1337, 170, 1576, 1520)
column-6 (1337, 128, 1576, 1974)
masthead-rule (38, 122, 1835, 124)
notice (298, 872, 536, 1185)
notice-heading: REMATE: DÉCIMO TERCER JUZ- (1597, 883, 1770, 895)
page-number: 9 (1806, 72, 1829, 120)
notice (1597, 170, 1835, 552)
notice-heading: REMATE 12° JUZGADO CIVIL SAN- (1077, 423, 1240, 434)
notice-text: gado Civil de Santiago, Huérfanos 1409, Piso 4, rematase próximo 21 de agosto de 2025, 13:45 hrs. mediante videoconferencia por la plataforma zoom, el departamento N° 704 del séptimo piso, del 'Edificio Centro Moneda', ubicado en calle Morandé N° 1576, comuna de Santiago, Región Metropolitana, de acuerdo al plano archivado con el número 2448, 2448-A a la N; y respectivos derechos en proporción al valor de lo adquirido en unión de los otros adquirentes en los bienes comunes entre los cuales se encuentra el terreno, inscrito a Fojas 54715 número 87137 en el Registro de Propiedad del año 2007, del Conservador de Bienes Raíces de Santiago. Mínimo subasta $ 38.909.818.- El saldo del precio de la subasta deberá pagarse al contado, dentro de quinto día hábil de efectuada, mediante consignación en la cuenta corriente del Tribunal. Para participar en la subasta todo postor, a excepción del ejecutante, deberán consignar garantía suficiente por el 10% del mínimo para iniciar postura y para poder participar de la subasta, la que se hará mediante vale vista a nombre del Décimo Tercer Juzgado Civil de Santiago, Rut N° 60.306.013-K, hasta las 12:00 horas del día hábil anterior a la fecha fijada para el remate, garantía que se imputará al precio del remate, o se hará efectiva en la forma legal. Para los efectos de constitución de la garantía suficiente, se deja establecido que los postores deberán comparecer al Tribunal el día hábil anterior al día de la subasta, esto es, el lunes anterior al día del remate y en su caso, el miércoles anterior al día del remate, ello desde las 11:00 horas y hasta las 14:00 horas, a fin de hacer entrega en la Secretaría del respectivo vale vista a nombre del Décimo Tercer Juzgado Civil de Santiago, Rut N° 60.306.013-K. Asimismo, los postores, a más tardar a las 15:00 horas del día hábil anterior a la realización de la subasta, deberán manifestar su intención de participar en ésta, ingresando un escrito a través de la O.J.V., que así lo señale, con una copia legible del vale vista entregado al Tribunal con la anticipación señalada en el párrafo anterior, además de señalar un correo electrónico para su conexión y número de teléfono, bajo apercibimiento de que si así no lo hiciere, no se le considerará como postor en la subasta respectiva. Los postores deberán dar un correo electrónico a jcsantiago13_remates@pjud.cl, indicando en el asunto 'Remate', con señalamiento del rol de la causa y la fecha de realización, a fin de coordinar su participación, así como para obtener información respecto al protocolo para la realización de la subasta y recibir el link con la invitación a la misma. Demás bases y antecedentes en autos ejecutivos caratulados 'Scotiabank Chile con Arévalo Robles, Carlos Eduardo', Rol N° C-10.432-2024. Secretario. (1337, 527, 1576, 1151)
category-label: Remates de propiedades (361, 136, 516, 150)
notice-text: gado Civil Santiago, Huérfanos 1409, 4° piso, fecha 28 agosto 2025, 15:30 horas, rematará mediante video conferencia, departamento número doscientos uno, del block o edificio catorce o torre número ocho, ubicado en calle Ciento Cuarenta y Tres número mil ochenta y dos, del condominio Todo Por Construir, comuna de Peñalolén, Región Metropolitana, y derechos en proporción en los bienes comunes entre los cuales se encuentra el terreno. Inscrito a fojas 79254 n° 115435 del Registro de Propiedad del Conservador de Bienes Raíces de Santiago del año 2019. Mínimo posturas $ 26.771.421.- correspondiente avalúo fiscal de inmue- (1077, 1334, 1316, 1484)
column-5 (1077, 128, 1316, 1974)
notice-text: de Santiago, Huérfanos 1409, 3° piso, expediente 'Banco Santander-Chile con Sáez', rol C-21728-2024. Ejecutivo. Se rematará el 27 de agosto de 2025, a las 12:00 horas, el inmueble de propiedad de la demandada doña Lorena Alejandra Sáez Olivares, correspondiente a departamento número seiscientos veintidós del sexto piso y del estacionamiento número cero cuarenta y uno del primer subterráneo, ambos del edificio Novo, con ingreso por calle Santo Petronio número treinta y ocho, comuna de Estación Central, Región Metropolitana, de acuerdo al plano archivado con el número 5735, 5735 guión A al 5735 guión L; y dueña además de derechos en proporción al valor de lo adquirido en unión de los otros adquirentes en los bienes comunes, inscrito a su nombre a fojas 92779 número 131202 correspondiente al Registro de Propiedad del año 2018, del Conservador de Bienes Raíces de Santiago. El remate se realizará mediante la plataforma virtual 'zoom', debiendo contar los partes con computador o teléfono celular, en ambos casos con internet, micrófono y cámara. Para efectos de su comparecencia, las partes deberán ingresar link de acceso a la plataforma zoom: https://zoom.us/j/6413248095?pwd=bthmeFc4vlY1wmlhcxzebjzwmtc0zz09, ID de reunión: 641 324 8095, código de acceso: 757295. Mínimo: $ 54.985.817.- avalúos fiscales vigentes según se (298, 1194, 536, 1517)
notice-heading: REMATE. ANTE 09° JUZGADO CIVIL, (298, 492, 477, 504)
column-header (1337, 128, 1576, 164)
notice-text: vil de Santiago, ubicado en Huérfanos N° 1409, 4° piso, ciudad y comuna de Santiago, en el juicio ejecutivo caratulado 'Multiaval Dos S.A.G.R. con Servicios de Subasta y otros', Rol C-7308-2019, el día 26 de agosto de 2025, a las 15:00 horas, se subastará mediante videoconferencia, a través de la plataforma Zoom, el siguiente bien inmueble: lote B guion uno, de una superficie de cero coma cinco hectáreas, que deslinda en especial: Norte, con Ruta S guion dieciséis, camino público Nueva Imperial-Chol Chol en sesenta coma cinco metros; Este, con Parcela número once en cien metros; Sur, con Lote A separado por cerco en veintisiete metros; y con Lote B guion Dos de la presente subdivisión en treinta y ocho coma siete metros; y Oeste, con Lote B guion Dos de la presente subdivisión en dos tramos de sesenta y ocho coma siete metros y de treinta y uno coma tres metros, ambos separados por cerco. La propiedad se encuentra inscrita a nombre de la ejecutada, la sociedad 'Servicios de Subasta Joel Richard Espinoza Valle E.I.R.L.', a fojas 1533 N° 1623 del Registro de Propiedad del Conservador de Bienes Raíces de Nueva Imperial, correspondiente al año 2017, y su rol de avalúo fiscal es el N° 701-126 de la Comuna de Nueva Imperial. Precio mínimo para hacer posturas: $ 134.038.100.- Monto de la garantía para participar en la subasta: 10% del precio mínimo para hacer posturas. La propiedad se vende ad corpus, en el estado que actualmente se encuentra, con todos sus usos, costumbres y servidumbres, y con la obligación de saneamiento a cargo del vendedor, siendo exclusiva responsabilidad de los interesados y eventuales adjudicatarios, el comprobar y requerir de los organismos pertinentes los informes, certificados y documentación jurídica y técnica que corresponda. Las contribuciones, impuestos territoriales, así como los gastos de servicios básicos, tales como electricidad, agua potable, alcantarillado, gas, y en general cualquier otro gasto que afecte al inmueble, serán de cargo del adjudicatario, quien así lo acepta, junto al resto de las bases, por el sólo hecho de participar en la subasta. De igual manera, los gastos de escrituración de la compraventa, inscripción en los registros conservatorios, así como el alzamiento de los embargos, hipotecas, gravámenes, prohibiciones, que pesen sobre el inmueble, serán de exclusivo cargo del adjudicatario. Para participar en la subasta, todo postor, a excepción del ejecutante, deberá constituir garantía suficiente por el 10% del mínimo para iniciar posturas, por lo cual los interesados deben consignar garantía suficiente para participar de la misma, mediante un vale vista endosable a nombre del tribunal, y por el monto de la garantía, el que deberá ser digitalizado y acompañado a la carpeta electrónica a través de la Oficina Judicial Virtual, módulo 'Audiencia de remates' dispuesto para tal efecto. Uno vez que el postor haya sido aceptado por el tribunal en el sistema computacional, cada postor deberá verificar con su clave única del estado, en el módulo 'Mis Remates', deberá entregar el vale vista materialmente en el Tribunal, entre las 9:00 y las 13:00 horas del día anterior a la realización de la subasta. Se hace presente que la subasta se reali- (817, 780, 1056, 1519)
notice (1337, 170, 1576, 517)
notice (1597, 562, 1835, 874)
notice (38, 1101, 276, 1298)
notice (818, 170, 1056, 356)
